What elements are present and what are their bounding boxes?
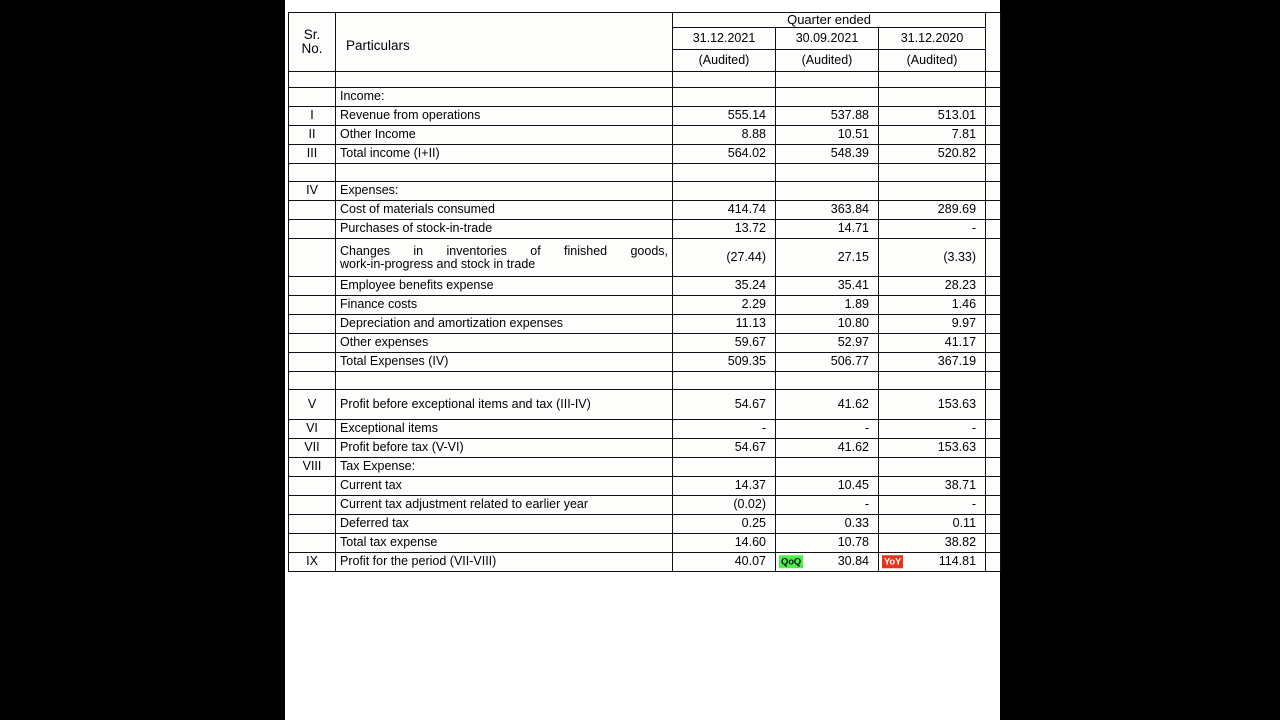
row-cut-off xyxy=(986,352,1001,371)
row-value-3: 289.69 xyxy=(879,200,986,219)
row-cut-off xyxy=(986,333,1001,352)
row-value-2 xyxy=(776,87,879,106)
row-value-2 xyxy=(776,181,879,200)
row-particulars: Purchases of stock-in-trade xyxy=(336,219,673,238)
table-row xyxy=(289,238,1001,276)
row-cut-off xyxy=(986,87,1001,106)
row-particulars xyxy=(336,163,673,181)
table-row xyxy=(289,495,1001,514)
row-value-1: 14.37 xyxy=(673,476,776,495)
row-value-1: 40.07 xyxy=(673,552,776,571)
row-value-2: 0.33 xyxy=(776,514,879,533)
row-sr xyxy=(289,87,336,106)
row-value-3-text: 114.81 xyxy=(938,554,977,569)
row-value-2: 548.39 xyxy=(776,144,879,163)
row-sr: IV xyxy=(289,181,336,200)
row-value-1 xyxy=(673,181,776,200)
table-row xyxy=(289,181,1001,200)
row-particulars: Income: xyxy=(336,87,673,106)
row-sr: VII xyxy=(289,438,336,457)
row-value-1: 509.35 xyxy=(673,352,776,371)
row-cut-off xyxy=(986,125,1001,144)
table-row xyxy=(289,144,1001,163)
yoy-badge: YoY xyxy=(884,555,902,567)
row-particulars: Employee benefits expense xyxy=(336,276,673,295)
table-row xyxy=(289,200,1001,219)
row-cut-off xyxy=(986,371,1001,389)
table-row xyxy=(289,371,1001,389)
row-value-1: 2.29 xyxy=(673,295,776,314)
row-value-3: 41.17 xyxy=(879,333,986,352)
row-value-2 xyxy=(776,552,879,571)
row-cut-off xyxy=(986,438,1001,457)
row-sr: III xyxy=(289,144,336,163)
row-value-1: 35.24 xyxy=(673,276,776,295)
header-audit-col-1: (Audited) xyxy=(673,49,776,71)
row-value-3: 38.71 xyxy=(879,476,986,495)
row-sr xyxy=(289,333,336,352)
row-value-2: 14.71 xyxy=(776,219,879,238)
row-value-3: 153.63 xyxy=(879,389,986,419)
row-value-1: (27.44) xyxy=(673,238,776,276)
row-value-1: 11.13 xyxy=(673,314,776,333)
row-value-1: - xyxy=(673,419,776,438)
row-cut-off xyxy=(986,533,1001,552)
row-sr xyxy=(289,371,336,389)
row-particulars-line1: Changes in inventories of finished goods, xyxy=(340,243,668,258)
row-sr: I xyxy=(289,106,336,125)
row-sr: VIII xyxy=(289,457,336,476)
row-value-1: 414.74 xyxy=(673,200,776,219)
table-row xyxy=(289,219,1001,238)
row-value-2: - xyxy=(776,419,879,438)
row-sr xyxy=(289,514,336,533)
row-cut-off xyxy=(986,419,1001,438)
row-particulars: Current tax xyxy=(336,476,673,495)
row-cut-off xyxy=(986,495,1001,514)
row-value-3 xyxy=(879,371,986,389)
row-particulars-line2: work-in-progress and stock in trade xyxy=(340,256,536,271)
row-sr xyxy=(289,295,336,314)
header-sr-no xyxy=(289,13,336,72)
document-page xyxy=(285,0,1000,720)
header-particulars: Particulars xyxy=(336,13,673,72)
row-value-2: 35.41 xyxy=(776,276,879,295)
row-sr xyxy=(289,314,336,333)
row-value-1: 564.02 xyxy=(673,144,776,163)
table-row xyxy=(289,314,1001,333)
row-sr xyxy=(289,476,336,495)
header-date-col-1: 31.12.2021 xyxy=(673,27,776,49)
header-quarter-ended: Quarter ended xyxy=(673,13,986,28)
row-value-1 xyxy=(673,71,776,87)
row-value-2: 10.51 xyxy=(776,125,879,144)
row-sr xyxy=(289,71,336,87)
table-row xyxy=(289,106,1001,125)
row-value-3 xyxy=(879,87,986,106)
row-particulars: Profit before tax (V-VI) xyxy=(336,438,673,457)
row-particulars: Depreciation and amortization expenses xyxy=(336,314,673,333)
financial-results-document xyxy=(288,12,1000,572)
row-value-2: 506.77 xyxy=(776,352,879,371)
row-value-2: 1.89 xyxy=(776,295,879,314)
header-sr-no-line2: No. xyxy=(301,40,323,56)
row-value-3: 0.11 xyxy=(879,514,986,533)
header-row-group xyxy=(289,13,1001,28)
table-row xyxy=(289,389,1001,419)
row-value-3 xyxy=(879,71,986,87)
row-value-3: 367.19 xyxy=(879,352,986,371)
table-row xyxy=(289,87,1001,106)
row-particulars: Expenses: xyxy=(336,181,673,200)
row-sr xyxy=(289,163,336,181)
row-value-3: - xyxy=(879,219,986,238)
table-row xyxy=(289,71,1001,87)
row-particulars: Revenue from operations xyxy=(336,106,673,125)
table-body xyxy=(289,71,1001,571)
table-row xyxy=(289,457,1001,476)
row-particulars xyxy=(336,371,673,389)
row-value-3 xyxy=(879,552,986,571)
row-value-1: 0.25 xyxy=(673,514,776,533)
header-cut-off-column xyxy=(986,13,1001,72)
row-particulars: Current tax adjustment related to earlier year xyxy=(336,495,673,514)
row-value-1: 14.60 xyxy=(673,533,776,552)
row-value-3: 520.82 xyxy=(879,144,986,163)
row-value-3: 153.63 xyxy=(879,438,986,457)
row-value-2 xyxy=(776,163,879,181)
row-value-1: 8.88 xyxy=(673,125,776,144)
table-row xyxy=(289,125,1001,144)
row-particulars: Total tax expense xyxy=(336,533,673,552)
table-row xyxy=(289,438,1001,457)
row-sr: IX xyxy=(289,552,336,571)
table-row xyxy=(289,552,1001,571)
header-audit-col-3: (Audited) xyxy=(879,49,986,71)
row-cut-off xyxy=(986,200,1001,219)
table-row xyxy=(289,163,1001,181)
row-value-1 xyxy=(673,371,776,389)
row-value-3: 28.23 xyxy=(879,276,986,295)
table-row xyxy=(289,276,1001,295)
table-row xyxy=(289,333,1001,352)
row-cut-off xyxy=(986,219,1001,238)
row-sr xyxy=(289,219,336,238)
row-value-2: 52.97 xyxy=(776,333,879,352)
row-cut-off xyxy=(986,181,1001,200)
row-particulars: Other Income xyxy=(336,125,673,144)
row-particulars: Finance costs xyxy=(336,295,673,314)
row-sr xyxy=(289,200,336,219)
row-sr: V xyxy=(289,389,336,419)
row-value-1 xyxy=(673,163,776,181)
row-particulars: Exceptional items xyxy=(336,419,673,438)
row-value-3: 513.01 xyxy=(879,106,986,125)
row-value-2 xyxy=(776,371,879,389)
row-particulars xyxy=(336,71,673,87)
row-value-2: 27.15 xyxy=(776,238,879,276)
table-row xyxy=(289,514,1001,533)
qoq-badge: QoQ xyxy=(781,555,801,567)
row-value-2-text: 30.84 xyxy=(837,554,869,569)
row-particulars: Profit before exceptional items and tax (III-IV) xyxy=(336,389,673,419)
row-value-2: 363.84 xyxy=(776,200,879,219)
row-sr xyxy=(289,276,336,295)
row-cut-off xyxy=(986,163,1001,181)
row-particulars: Profit for the period (VII-VIII) xyxy=(336,552,673,571)
row-sr xyxy=(289,238,336,276)
row-particulars: Tax Expense: xyxy=(336,457,673,476)
row-value-3 xyxy=(879,181,986,200)
row-sr: II xyxy=(289,125,336,144)
row-value-3 xyxy=(879,457,986,476)
row-value-3 xyxy=(879,163,986,181)
row-cut-off xyxy=(986,314,1001,333)
row-sr xyxy=(289,533,336,552)
row-particulars: Total income (I+II) xyxy=(336,144,673,163)
row-value-1: 59.67 xyxy=(673,333,776,352)
row-value-1: 54.67 xyxy=(673,389,776,419)
table-row xyxy=(289,419,1001,438)
row-value-1: 13.72 xyxy=(673,219,776,238)
header-date-col-2: 30.09.2021 xyxy=(776,27,879,49)
row-particulars: Other expenses xyxy=(336,333,673,352)
row-value-3: 9.97 xyxy=(879,314,986,333)
financial-results-table xyxy=(288,12,1001,572)
row-particulars: Cost of materials consumed xyxy=(336,200,673,219)
row-value-2: 10.78 xyxy=(776,533,879,552)
row-value-2 xyxy=(776,457,879,476)
row-value-3: 7.81 xyxy=(879,125,986,144)
row-particulars: Total Expenses (IV) xyxy=(336,352,673,371)
row-cut-off xyxy=(986,476,1001,495)
header-audit-col-2: (Audited) xyxy=(776,49,879,71)
row-value-2: 10.45 xyxy=(776,476,879,495)
row-value-1: (0.02) xyxy=(673,495,776,514)
row-value-3: - xyxy=(879,419,986,438)
row-cut-off xyxy=(986,71,1001,87)
row-cut-off xyxy=(986,514,1001,533)
row-particulars xyxy=(336,238,673,276)
table-row xyxy=(289,352,1001,371)
row-cut-off xyxy=(986,238,1001,276)
row-value-2: 10.80 xyxy=(776,314,879,333)
row-cut-off xyxy=(986,295,1001,314)
row-value-3: (3.33) xyxy=(879,238,986,276)
table-row xyxy=(289,295,1001,314)
header-sr-no-line1: Sr. xyxy=(303,26,321,42)
row-value-1 xyxy=(673,87,776,106)
header-date-col-3: 31.12.2020 xyxy=(879,27,986,49)
row-value-1: 54.67 xyxy=(673,438,776,457)
row-cut-off xyxy=(986,276,1001,295)
row-value-3: 1.46 xyxy=(879,295,986,314)
table-header xyxy=(289,13,1001,72)
row-value-3: 38.82 xyxy=(879,533,986,552)
row-sr: VI xyxy=(289,419,336,438)
row-value-2: 41.62 xyxy=(776,389,879,419)
row-cut-off xyxy=(986,457,1001,476)
row-sr xyxy=(289,495,336,514)
row-particulars: Deferred tax xyxy=(336,514,673,533)
row-cut-off xyxy=(986,106,1001,125)
row-value-2: 41.62 xyxy=(776,438,879,457)
row-value-1 xyxy=(673,457,776,476)
row-cut-off xyxy=(986,552,1001,571)
row-value-2: 537.88 xyxy=(776,106,879,125)
row-sr xyxy=(289,352,336,371)
row-cut-off xyxy=(986,389,1001,419)
row-value-1: 555.14 xyxy=(673,106,776,125)
row-cut-off xyxy=(986,144,1001,163)
row-value-2: - xyxy=(776,495,879,514)
table-row xyxy=(289,533,1001,552)
row-value-3: - xyxy=(879,495,986,514)
row-value-2 xyxy=(776,71,879,87)
table-row xyxy=(289,476,1001,495)
